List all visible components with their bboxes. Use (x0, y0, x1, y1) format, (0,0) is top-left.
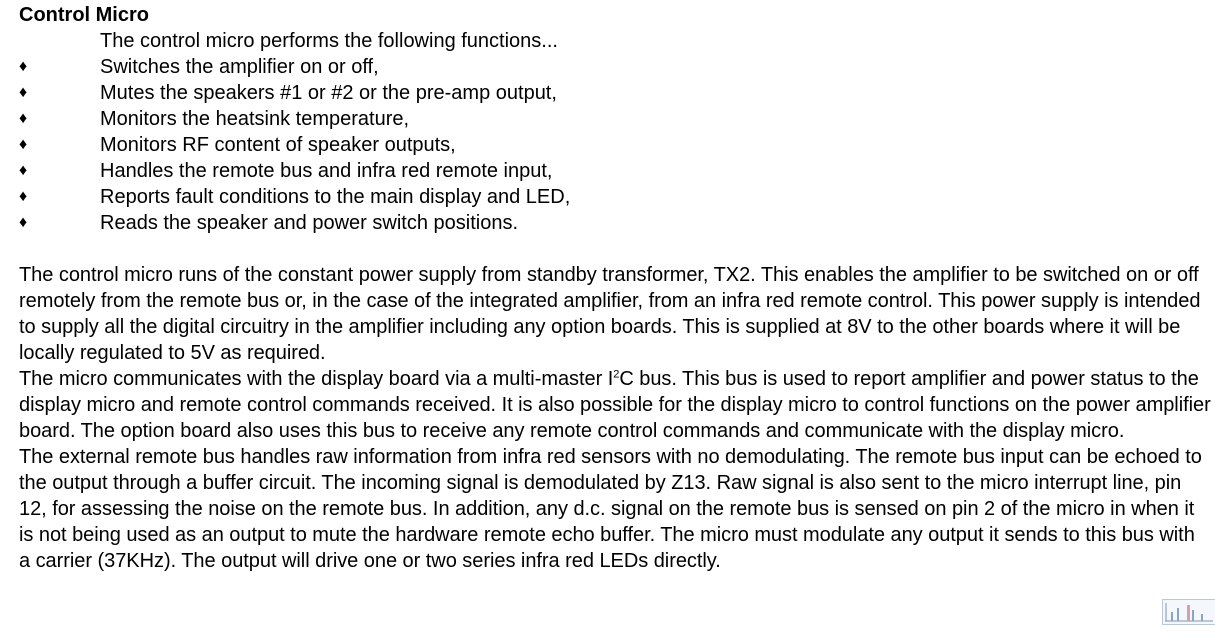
list-item-text: Handles the remote bus and infra red remote input, (100, 160, 553, 182)
list-item-text: Mutes the speakers #1 or #2 or the pre-amp output, (100, 82, 557, 104)
diamond-bullet-icon: ♦ (19, 136, 28, 153)
list-item-text: Reports fault conditions to the main display and LED, (100, 186, 571, 208)
diamond-bullet-icon: ♦ (19, 162, 28, 179)
section-heading: Control Micro (19, 4, 149, 26)
intro-line: The control micro performs the following functions... (100, 30, 558, 52)
diamond-bullet-icon: ♦ (19, 58, 28, 75)
list-item (19, 210, 1211, 236)
list-item (19, 106, 1211, 132)
paragraph-remote-bus: The external remote bus handles raw information from infra red sensors with no demodulating. The remote bus input can be echoed to the output through a buffer circuit. The incoming signal is demodulated by Z13. Raw signal is also sent to the micro interrupt line, pin 12, for assessing the noise on the remote bus. In addition, any d.c. signal on the remote bus is sensed on pin 2 of the micro in when it is not being used as an output to mute the hardware remote echo buffer. The micro must modulate any output it sends to this bus with a carrier (37KHz). The output will drive one or two series infra red LEDs directly. (19, 446, 1202, 572)
list-item (19, 184, 1211, 210)
list-item (19, 54, 1211, 80)
list-item-text: Monitors the heatsink temperature, (100, 108, 410, 130)
list-item (19, 132, 1211, 158)
thumbnail-graph-icon (1163, 600, 1215, 624)
thumbnail-preview (1162, 599, 1215, 625)
superscript-two: 2 (613, 368, 620, 381)
paragraph-power-supply: The control micro runs of the constant power supply from standby transformer, TX2. This enables the amplifier to be switched on or off remotely from the remote bus or, in the case of the integrated amplifier, from an infra red remote control. This power supply is intended to supply all the digital circuitry in the amplifier including any option boards. This is supplied at 8V to the other boards where it will be locally regulated to 5V as required. (19, 264, 1201, 364)
list-item (19, 158, 1211, 184)
list-item (19, 80, 1211, 106)
document-page (19, 2, 1211, 574)
list-item-text: Reads the speaker and power switch positions. (100, 212, 519, 234)
diamond-bullet-icon: ♦ (19, 188, 28, 205)
paragraph-i2c-text-end: C bus. This bus is used to report amplifier and power status to the display micro and remote control commands received. It is also possible for the display micro to control functions on the power amplifier board. The option board also uses this bus to receive any remote control commands and communicate with the display micro. (19, 368, 1211, 442)
diamond-bullet-icon: ♦ (19, 110, 28, 127)
diamond-bullet-icon: ♦ (19, 214, 28, 231)
paragraph-i2c-bus (19, 366, 1211, 444)
list-item-text: Monitors RF content of speaker outputs, (100, 134, 456, 156)
list-item-text: Switches the amplifier on or off, (100, 56, 379, 78)
paragraph-i2c-text-start: The micro communicates with the display board via a multi-master I (19, 368, 614, 390)
paragraph-spacer (19, 236, 1211, 262)
function-list (19, 54, 1211, 236)
diamond-bullet-icon: ♦ (19, 84, 28, 101)
